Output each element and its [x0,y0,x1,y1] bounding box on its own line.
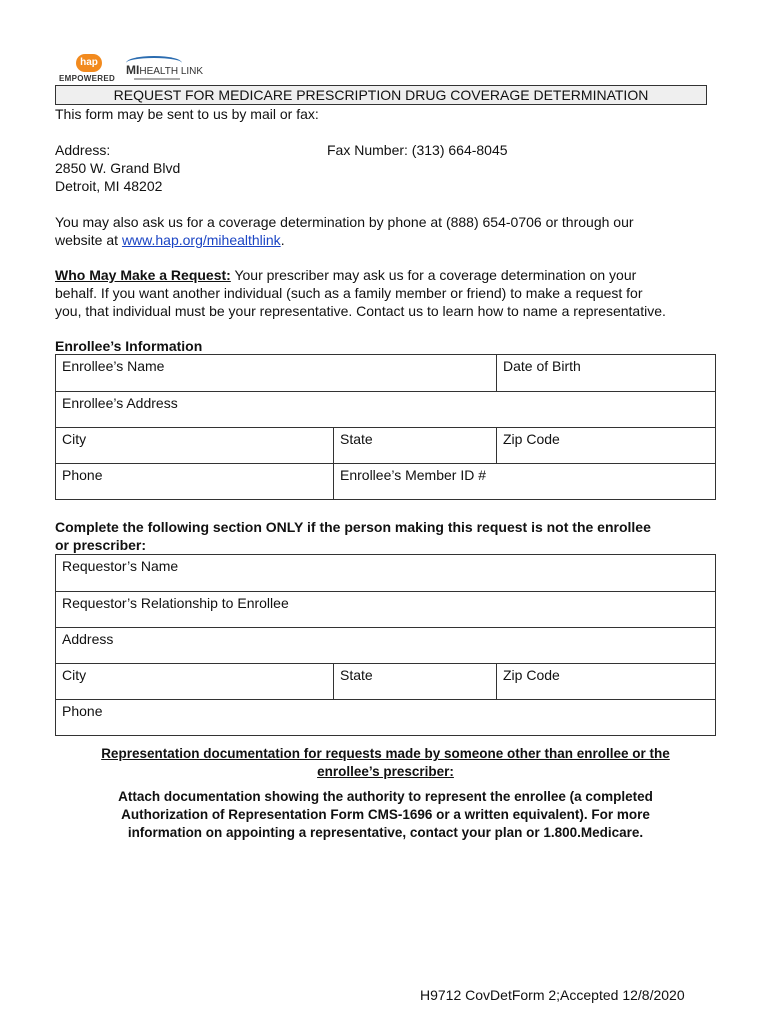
representation-body-line-2: Authorization of Representation Form CMS-1696 or a written equivalent). For more [121,807,650,822]
hap-badge: hap [76,54,102,72]
who-may-line-3: you, that individual must be your representative. Contact us to learn how to name a representative. [55,303,666,319]
requestor-city-field[interactable]: City [62,667,87,683]
requestor-zip-field[interactable]: Zip Code [496,664,715,699]
who-may-line-1: Who May Make a Request: Your prescriber may ask us for a coverage determination on your [55,267,637,283]
enrollee-city-field[interactable]: City [62,431,87,447]
requestor-heading-line-1: Complete the following section ONLY if the person making this request is not the enrollee [55,519,651,535]
enrollee-row-name [56,355,715,391]
enrollee-row-phone [56,463,715,499]
representation-body-line-1: Attach documentation showing the authority to represent the enrollee (a completed [118,789,653,804]
enrollee-phone-field[interactable]: Phone [62,467,103,483]
requestor-address-field[interactable]: Address [62,631,114,647]
footer-form-id: H9712 CovDetForm 2;Accepted 12/8/2020 [420,987,685,1003]
requestor-row-phone [56,699,715,735]
form-title: REQUEST FOR MEDICARE PRESCRIPTION DRUG COVERAGE DETERMINATION [55,85,707,105]
enrollee-row-city [56,427,715,463]
representation-body-line-3: information on appointing a representative, contact your plan or 1.800.Medicare. [127,825,644,840]
requestor-name-field[interactable]: Requestor’s Name [62,558,179,574]
enrollee-name-field[interactable]: Enrollee’s Name [62,358,165,374]
address-line-2: Detroit, MI 48202 [55,178,163,194]
representation-heading-line-1: Representation documentation for requests made by someone other than enrollee or the [101,746,670,761]
enrollee-address-field[interactable]: Enrollee’s Address [62,395,178,411]
intro-text: This form may be sent to us by mail or fax: [55,106,319,122]
requestor-state-field[interactable]: State [333,664,496,699]
mihealthlink-logo-text: MIHEALTH LINK [126,63,204,77]
requestor-heading-line-2: or prescriber: [55,537,147,553]
enrollee-state-field[interactable]: State [333,428,496,463]
requestor-table [55,554,716,736]
address-line-1: 2850 W. Grand Blvd [55,160,181,176]
enrollee-member-id-field[interactable]: Enrollee’s Member ID # [333,464,715,499]
requestor-row-relationship [56,591,715,627]
hap-logo [56,54,204,86]
enrollee-heading: Enrollee’s Information [55,338,203,354]
phone-info-line-2: website at www.hap.org/mihealthlink. [55,232,285,248]
requestor-row-name [56,555,715,591]
logo-tagline-line [134,78,180,80]
representation-heading-line-2: enrollee’s prescriber: [317,764,454,779]
who-may-heading: Who May Make a Request: [55,267,231,283]
address-label: Address: [55,142,111,158]
phone-info-line-1: You may also ask us for a coverage determination by phone at (888) 654-0706 or through our [55,214,634,230]
enrollee-dob-field[interactable]: Date of Birth [496,355,715,391]
requestor-phone-field[interactable]: Phone [62,703,103,719]
enrollee-row-address [56,391,715,427]
enrollee-table [55,354,716,500]
enrollee-zip-field[interactable]: Zip Code [496,428,715,463]
who-may-line-2: behalf. If you want another individual (such as a family member or friend) to make a request for [55,285,643,301]
fax-number: Fax Number: (313) 664-8045 [327,142,508,158]
website-link[interactable]: www.hap.org/mihealthlink [121,232,281,248]
requestor-row-city [56,663,715,699]
requestor-relationship-field[interactable]: Requestor’s Relationship to Enrollee [62,595,289,611]
empowered-text: EMPOWERED [59,74,116,83]
requestor-row-address [56,627,715,663]
